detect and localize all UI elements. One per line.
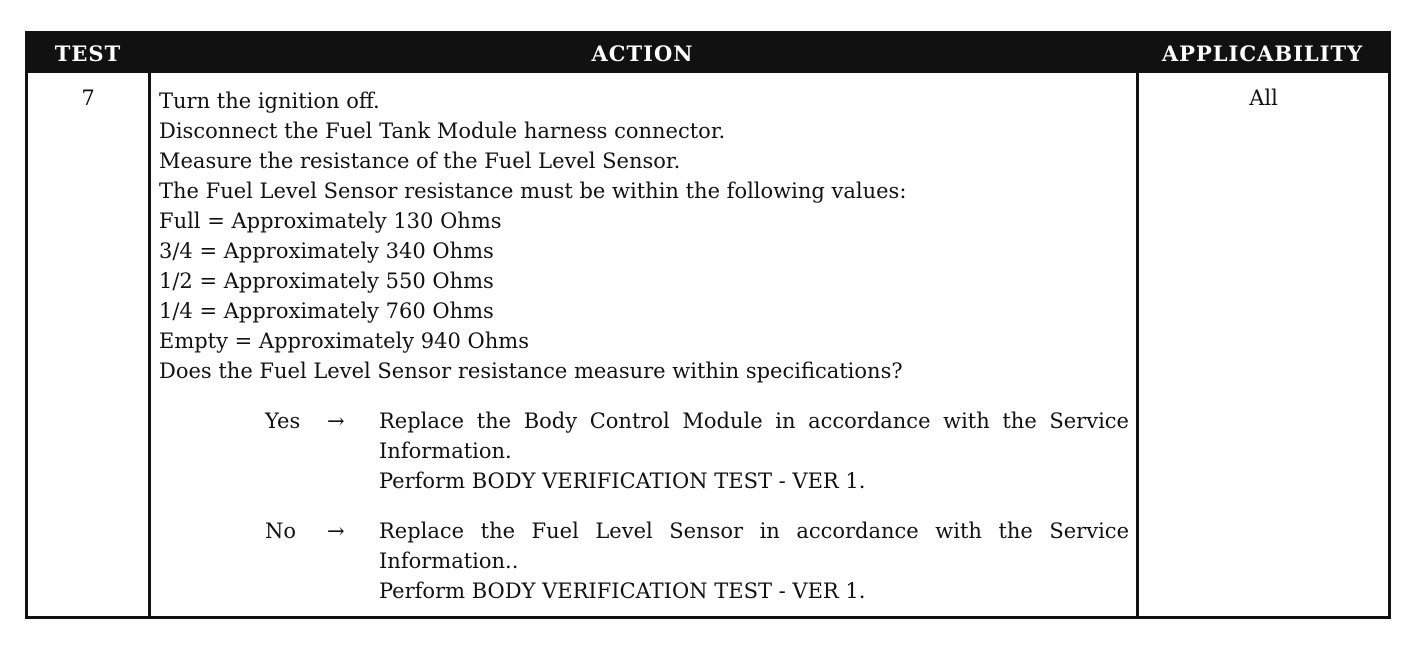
table-header-row xyxy=(28,34,1388,73)
column-divider-test-action xyxy=(148,73,151,619)
outcome-yes-label: Yes xyxy=(265,409,301,433)
action-line: Does the Fuel Level Sensor resistance measure within specifications? xyxy=(159,359,903,383)
action-line: 1/2 = Approximately 550 Ohms xyxy=(159,269,494,293)
diagnostic-test-table xyxy=(25,31,1391,619)
outcome-text-line: Perform BODY VERIFICATION TEST - VER 1. xyxy=(379,469,866,493)
outcome-no-label: No xyxy=(265,519,297,543)
header-test: TEST xyxy=(54,41,122,66)
header-applicability: APPLICABILITY xyxy=(1161,41,1364,66)
outcome-yes-text xyxy=(379,406,1129,496)
outcome-text-line: Replace the Body Control Module in accordance with the Service xyxy=(379,409,1129,433)
action-instructions xyxy=(159,86,1124,386)
action-line: 3/4 = Approximately 340 Ohms xyxy=(159,239,494,263)
action-line: 1/4 = Approximately 760 Ohms xyxy=(159,299,494,323)
outcome-text-line: Replace the Fuel Level Sensor in accordance with the Service xyxy=(379,519,1129,543)
right-arrow-icon: → xyxy=(327,519,345,543)
column-divider-action-applicability xyxy=(1136,73,1139,619)
action-line: Disconnect the Fuel Tank Module harness connector. xyxy=(159,119,726,143)
action-line: Measure the resistance of the Fuel Level Sensor. xyxy=(159,149,681,173)
test-number: 7 xyxy=(81,86,95,110)
header-action: ACTION xyxy=(591,41,694,66)
outcome-no-text xyxy=(379,516,1129,606)
action-line: The Fuel Level Sensor resistance must be within the following values: xyxy=(159,179,907,203)
applicability-value: All xyxy=(1249,86,1278,110)
action-line: Full = Approximately 130 Ohms xyxy=(159,209,502,233)
right-arrow-icon: → xyxy=(327,409,345,433)
outcome-text-line: Perform BODY VERIFICATION TEST - VER 1. xyxy=(379,579,866,603)
action-line: Turn the ignition off. xyxy=(159,89,380,113)
outcome-text-line: Information. xyxy=(379,439,512,463)
action-line: Empty = Approximately 940 Ohms xyxy=(159,329,529,353)
outcome-text-line: Information.. xyxy=(379,549,519,573)
